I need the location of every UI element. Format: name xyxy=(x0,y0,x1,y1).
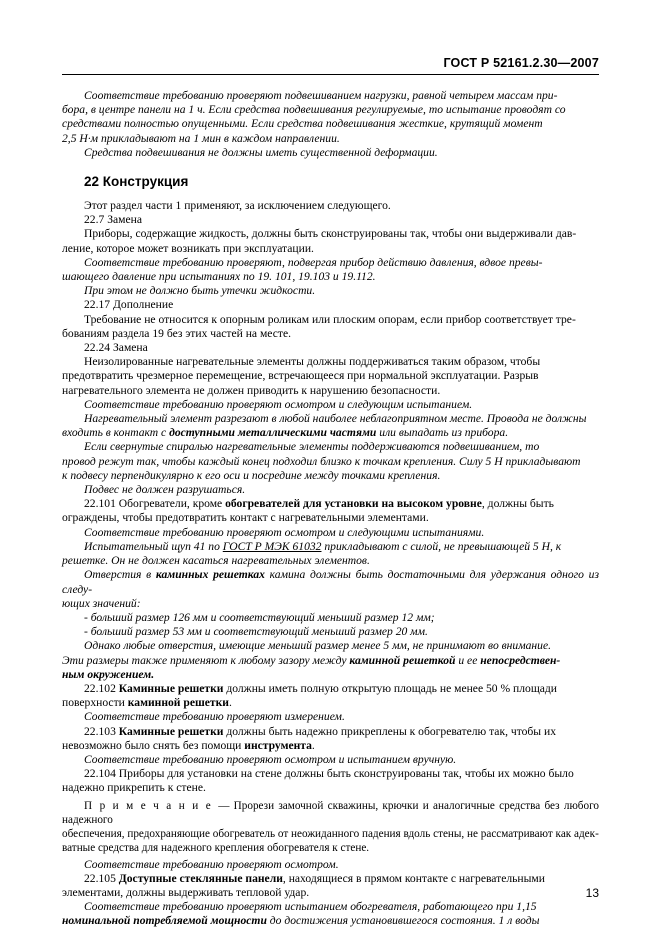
paragraph-test-probe: Испытательный щуп 41 по ГОСТ Р МЭК 61032 прикладывают с силой, не превышающей 5 Н, к xyxy=(84,539,562,553)
paragraph-no-leak: При этом не должно быть утечки жидкости. xyxy=(84,284,316,298)
paragraph-line: предотвратить чрезмерное перемещение, встречающееся при нормальной эксплуатации. Разрыв xyxy=(62,369,539,383)
term-rated-power-input: номинальной потребляемой мощности xyxy=(62,914,267,928)
paragraph-line: нагревательного элемента не должен приводить к нарушению безопасности. xyxy=(62,383,441,397)
clause-22-101-verification: Соответствие требованию проверяют осмотром и следующими испытаниями. xyxy=(84,525,485,539)
term-tool: инструмента xyxy=(244,738,312,752)
term-fire-grates: Каминные решетки xyxy=(118,681,224,695)
paragraph-line: 2,5 Н·м прикладывают на 1 мин в каждом направлении. xyxy=(62,131,340,145)
clause-22-24-verification: Соответствие требованию проверяют осмотром и следующим испытанием. xyxy=(84,397,473,411)
paragraph-line: надежно прикрепить к стене. xyxy=(62,781,206,795)
paragraph-no-deformation: Средства подвешивания не должны иметь существенной деформации. xyxy=(84,145,438,159)
paragraph-grate-openings: Отверстия в каминных решетках камина должны быть достаточными для удержания одного из следу- xyxy=(62,568,599,596)
paragraph-line: ным окружением. xyxy=(62,667,155,681)
paragraph-coiled-elements: Если свернутые спиралью нагревательные элементы поддерживаются подвешиванием, то xyxy=(84,440,540,454)
section-heading-22: 22 Конструкция xyxy=(84,174,189,190)
clause-22-104-verification: Соответствие требованию проверяют осмотром. xyxy=(84,857,339,871)
paragraph-line: провод режут так, чтобы каждый конец подходил близко к точкам крепления. Силу 5 Н прикладывают xyxy=(62,454,581,468)
paragraph-line: поверхности каминной решетки. xyxy=(62,696,232,710)
term-high-level-heaters: обогревателей для установки на высоком уровне xyxy=(225,497,482,511)
note-label: П р и м е ч а н и е xyxy=(84,799,219,812)
clause-22-17-title: 22.17 Дополнение xyxy=(84,298,174,312)
header-divider xyxy=(62,74,599,75)
paragraph-line: средствами полностью опущенными. Если средства подвешивания жесткие, крутящий момент xyxy=(62,117,543,131)
paragraph-line: невозможно было снять без помощи инструмента. xyxy=(62,738,315,752)
clause-22-7-verification: Соответствие требованию проверяют, подвергая прибор действию давления, вдвое превы- xyxy=(84,255,543,269)
list-item: - больший размер 53 мм и соответствующий меньший размер 20 мм. xyxy=(84,625,428,639)
paragraph-line: ющих значений: xyxy=(62,596,141,610)
clause-22-24-body: Неизолированные нагревательные элементы должны поддерживаться таким образом, чтобы xyxy=(84,355,541,369)
term-fire-grates: каминных решетках xyxy=(155,568,265,582)
clause-22-105: 22.105 Доступные стеклянные панели, находящиеся в прямом контакте с нагревательными xyxy=(84,871,545,885)
paragraph-line: ограждены, чтобы предотвратить контакт с нагревательными элементами. xyxy=(62,511,429,525)
clause-22-103-verification: Соответствие требованию проверяют осмотром и испытанием вручную. xyxy=(84,752,457,766)
clause-22-7-title: 22.7 Замена xyxy=(84,213,142,227)
term-fire-grate: каминной решеткой xyxy=(349,653,456,667)
clause-22-101: 22.101 Обогреватели, кроме обогревателей для установки на высоком уровне, должны быть xyxy=(84,497,554,511)
paragraph-line: входить в контакт с доступными металлическими частями или выпадать из прибора. xyxy=(62,426,509,440)
clause-22-102-verification: Соответствие требованию проверяют измерением. xyxy=(84,710,345,724)
term-immediate-surroundings: непосредствен- xyxy=(480,653,561,667)
clause-22-104: 22.104 Приборы для установки на стене должны быть сконструированы так, чтобы их можно было xyxy=(84,767,574,781)
clause-22-102: 22.102 Каминные решетки должны иметь полную открытую площадь не менее 50 % площади xyxy=(84,681,557,695)
note-block: П р и м е ч а н и е — Прорези замочной скважины, крючки и аналогичные средства без любого надежного xyxy=(62,799,599,826)
paragraph-line: ватные средства для надежного крепления обогревателя к стене. xyxy=(62,841,370,854)
paragraph-line: Эти размеры также применяют к любому зазору между каминной решеткой и ее непосредствен- xyxy=(62,653,561,667)
paragraph-line: элементами, должны выдерживать тепловой удар. xyxy=(62,885,310,899)
paragraph-line: бора, в центре панели на 1 ч. Если средства подвешивания регулируемые, то испытание проводят со xyxy=(62,103,566,117)
clause-22-24-title: 22.24 Замена xyxy=(84,341,148,355)
term-accessible-metal-parts: доступными металлическими частями xyxy=(169,426,377,440)
paragraph-line: ление, которое может возникать при эксплуатации. xyxy=(62,241,314,255)
paragraph-line: решетке. Он не должен касаться нагревательных элементов. xyxy=(62,554,370,568)
term-fire-grates: Каминные решетки xyxy=(118,724,224,738)
list-item: - больший размер 126 мм и соответствующий меньший размер 12 мм; xyxy=(84,610,435,624)
paragraph-line: к подвесу перпендикулярно к его оси и посредине между точками крепления. xyxy=(62,468,441,482)
paragraph-section-scope: Этот раздел части 1 применяют, за исключением следующего. xyxy=(84,199,391,213)
clause-22-7-body: Приборы, содержащие жидкость, должны быть сконструированы так, чтобы они выдерживали дав- xyxy=(84,227,577,241)
clause-22-17-body: Требование не относится к опорным роликам или плоским опорам, если прибор соответствует тре- xyxy=(84,312,576,326)
clause-22-103: 22.103 Каминные решетки должны быть надежно прикреплены к обогревателю так, чтобы их xyxy=(84,724,556,738)
paragraph-element-cut: Нагревательный элемент разрезают в любой наиболее неблагоприятном месте. Провода не должны xyxy=(84,412,587,426)
clause-22-105-verification: Соответствие требованию проверяют испытанием обогревателя, работающего при 1,15 xyxy=(84,900,537,914)
term-accessible-glass-panels: Доступные стеклянные панели xyxy=(118,871,283,885)
paragraph-small-openings: Однако любые отверстия, имеющие меньший размер менее 5 мм, не принимают во внимание. xyxy=(84,639,552,653)
paragraph-support-intact: Подвес не должен разрушаться. xyxy=(84,483,246,497)
paragraph-suspension-test: Соответствие требованию проверяют подвешиванием нагрузки, равной четырем массам при- xyxy=(84,89,558,102)
paragraph-line: номинальной потребляемой мощности до достижения установившегося состояния. 1 л воды xyxy=(62,914,540,928)
page-header: ГОСТ Р 52161.2.30—2007 xyxy=(443,56,599,70)
term-fire-grate: каминной решетки xyxy=(127,696,229,710)
reference-gost-iec-61032: ГОСТ Р МЭК 61032 xyxy=(222,539,322,553)
page-number: 13 xyxy=(585,886,599,900)
paragraph-line: бованиям раздела 19 без этих частей на месте. xyxy=(62,326,291,340)
paragraph-line: обеспечения, предохраняющие обогреватель от неожиданного падения вдоль стены, не рассматривают как адек- xyxy=(62,827,599,840)
paragraph-line: шающего давление при испытаниях по 19. 101, 19.103 и 19.112. xyxy=(62,270,376,284)
